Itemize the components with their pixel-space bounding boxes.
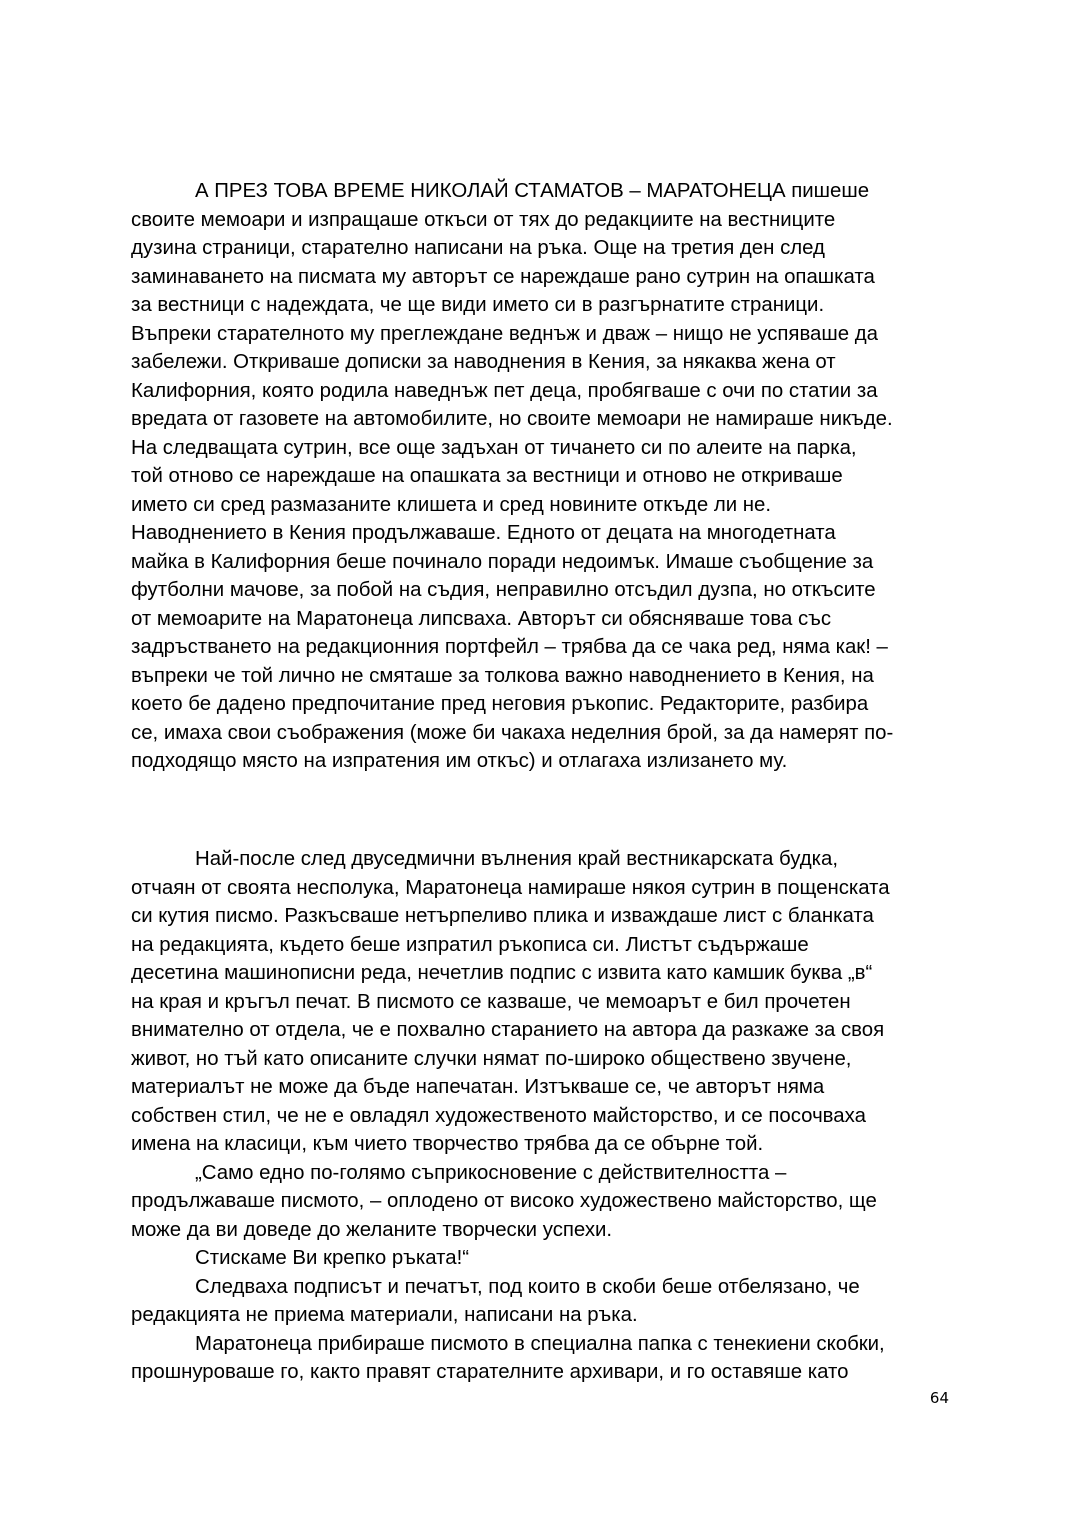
paragraph-1-line: вредата от газовете на автомобилите, но своите мемоари не намираше никъде. <box>131 408 893 430</box>
paragraph-2-line: си кутия писмо. Разкъсваше нетърпеливо плика и изваждаше лист с бланката <box>131 905 874 927</box>
text-block-top <box>131 177 951 776</box>
paragraph-6-line: Маратонеца прибираше писмото в специална папка с тенекиени скобки, <box>195 1332 885 1355</box>
paragraph-2-line: внимателно от отдела, че е похвално старанието на автора да разкаже за своя <box>131 1019 885 1041</box>
paragraph-1-line: заминаването на писмата му авторът се нареждаше рано сутрин на опашката <box>131 265 875 288</box>
paragraph-3-line: продължаваше писмото, – оплодено от високо художествено майсторство, ще <box>131 1190 877 1212</box>
paragraph-2-line: отчаян от своята несполука, Маратонеца намираше някоя сутрин в пощенската <box>131 876 890 899</box>
paragraph-5-line: Следваха подписът и печатът, под които в скоби беше отбелязано, че <box>195 1275 860 1298</box>
paragraph-1-line: Наводнението в Кения продължаваше. Едното от децата на многодетната <box>131 522 836 544</box>
paragraph-3-line: може да ви доведе до желаните творчески успехи. <box>131 1218 613 1241</box>
paragraph-1-line: своите мемоари и изпращаше откъси от тях до редакциите на вестниците <box>131 208 836 231</box>
paragraph-2-line: материалът не може да бъде напечатан. Изтъкваше се, че авторът няма <box>131 1076 825 1098</box>
paragraph-1-line: което бе дадено предпочитание пред неговия ръкопис. Редакторите, разбира <box>131 693 869 715</box>
paragraph-2-line: имена на класици, към чието творчество трябва да се обърне той. <box>131 1133 764 1155</box>
paragraph-1-line: майка в Калифорния беше починало поради недоимък. Имаше съобщение за <box>131 550 874 573</box>
paragraph-6-line: прошнуроваше го, както правят старателните архивари, и го оставяше като <box>131 1361 849 1383</box>
paragraph-1-line: подходящо място на изпратения им откъс) и отлагаха излизането му. <box>131 750 788 772</box>
paragraph-1-line: името си сред размазаните клишета и сред новините откъде ли не. <box>131 493 772 516</box>
paragraph-2-line: живот, но тъй като описаните случки нямат по-широко обществено звучене, <box>131 1047 852 1070</box>
paragraph-1-line: за вестници с надеждата, че ще види името си в разгърнатите страници. <box>131 294 825 316</box>
paragraph-1-line: той отново се нареждаше на опашката за вестници и отново не откриваше <box>131 465 843 487</box>
paragraph-1-line: Въпреки старателното му преглеждане веднъж и дваж – нищо не успяваше да <box>131 322 879 345</box>
paragraph-1-line: задръстването на редакционния портфейл – трябва да се чака ред, няма как! – <box>131 636 888 658</box>
page-number: 64 <box>929 1389 949 1407</box>
paragraph-3-line: „Само едно по-голямо съприкосновение с действителността – <box>195 1161 787 1184</box>
paragraph-1-line: се, имаха свои съображения (може би чакаха неделния брой, за да намерят по- <box>131 721 894 744</box>
paragraph-1-line: футболни мачове, за побой на съдия, неправилно отсъдил дузпа, но откъсите <box>131 579 876 601</box>
paragraph-2-line: Най-после след двуседмични вълнения край вестникарската будка, <box>195 848 839 870</box>
text-block-bottom <box>131 845 951 1387</box>
paragraph-1-line: от мемоарите на Маратонеца липсваха. Авторът си обясняваше това със <box>131 607 832 630</box>
paragraph-2-line: на края и кръгъл печат. В писмото се казваше, че мемоарът е бил прочетен <box>131 990 851 1013</box>
paragraph-1-line: дузина страници, старателно написани на ръка. Още на третия ден след <box>131 237 825 259</box>
paragraph-2-line: на редакцията, където беше изпратил ръкописа си. Листът съдържаше <box>131 933 809 956</box>
paragraph-1-line: А ПРЕЗ ТОВА ВРЕМЕ НИКОЛАЙ СТАМАТОВ – МАРАТОНЕЦА пишеше <box>195 180 870 202</box>
paragraph-1-line: забележи. Откриваше дописки за наводнения в Кения, за някаква жена от <box>131 351 836 373</box>
paragraph-4-line: Стискаме Ви крепко ръката!“ <box>195 1247 470 1269</box>
paragraph-2-line: десетина машинописни реда, нечетлив подпис с извита като камшик буква „в“ <box>131 962 873 984</box>
paragraph-1-line: Калифорния, която родила наведнъж пет деца, пробягваше с очи по статии за <box>131 379 878 402</box>
paragraph-1-line: въпреки че той лично не смяташе за толкова важно наводнението в Кения, на <box>131 664 874 687</box>
paragraph-2-line: собствен стил, че не е овладял художественото майсторство, и се посочваха <box>131 1104 866 1127</box>
paragraph-5-line: редакцията не приема материали, написани на ръка. <box>131 1304 638 1326</box>
paragraph-1-line: На следващата сутрин, все още задъхан от тичането си по алеите на парка, <box>131 436 857 459</box>
